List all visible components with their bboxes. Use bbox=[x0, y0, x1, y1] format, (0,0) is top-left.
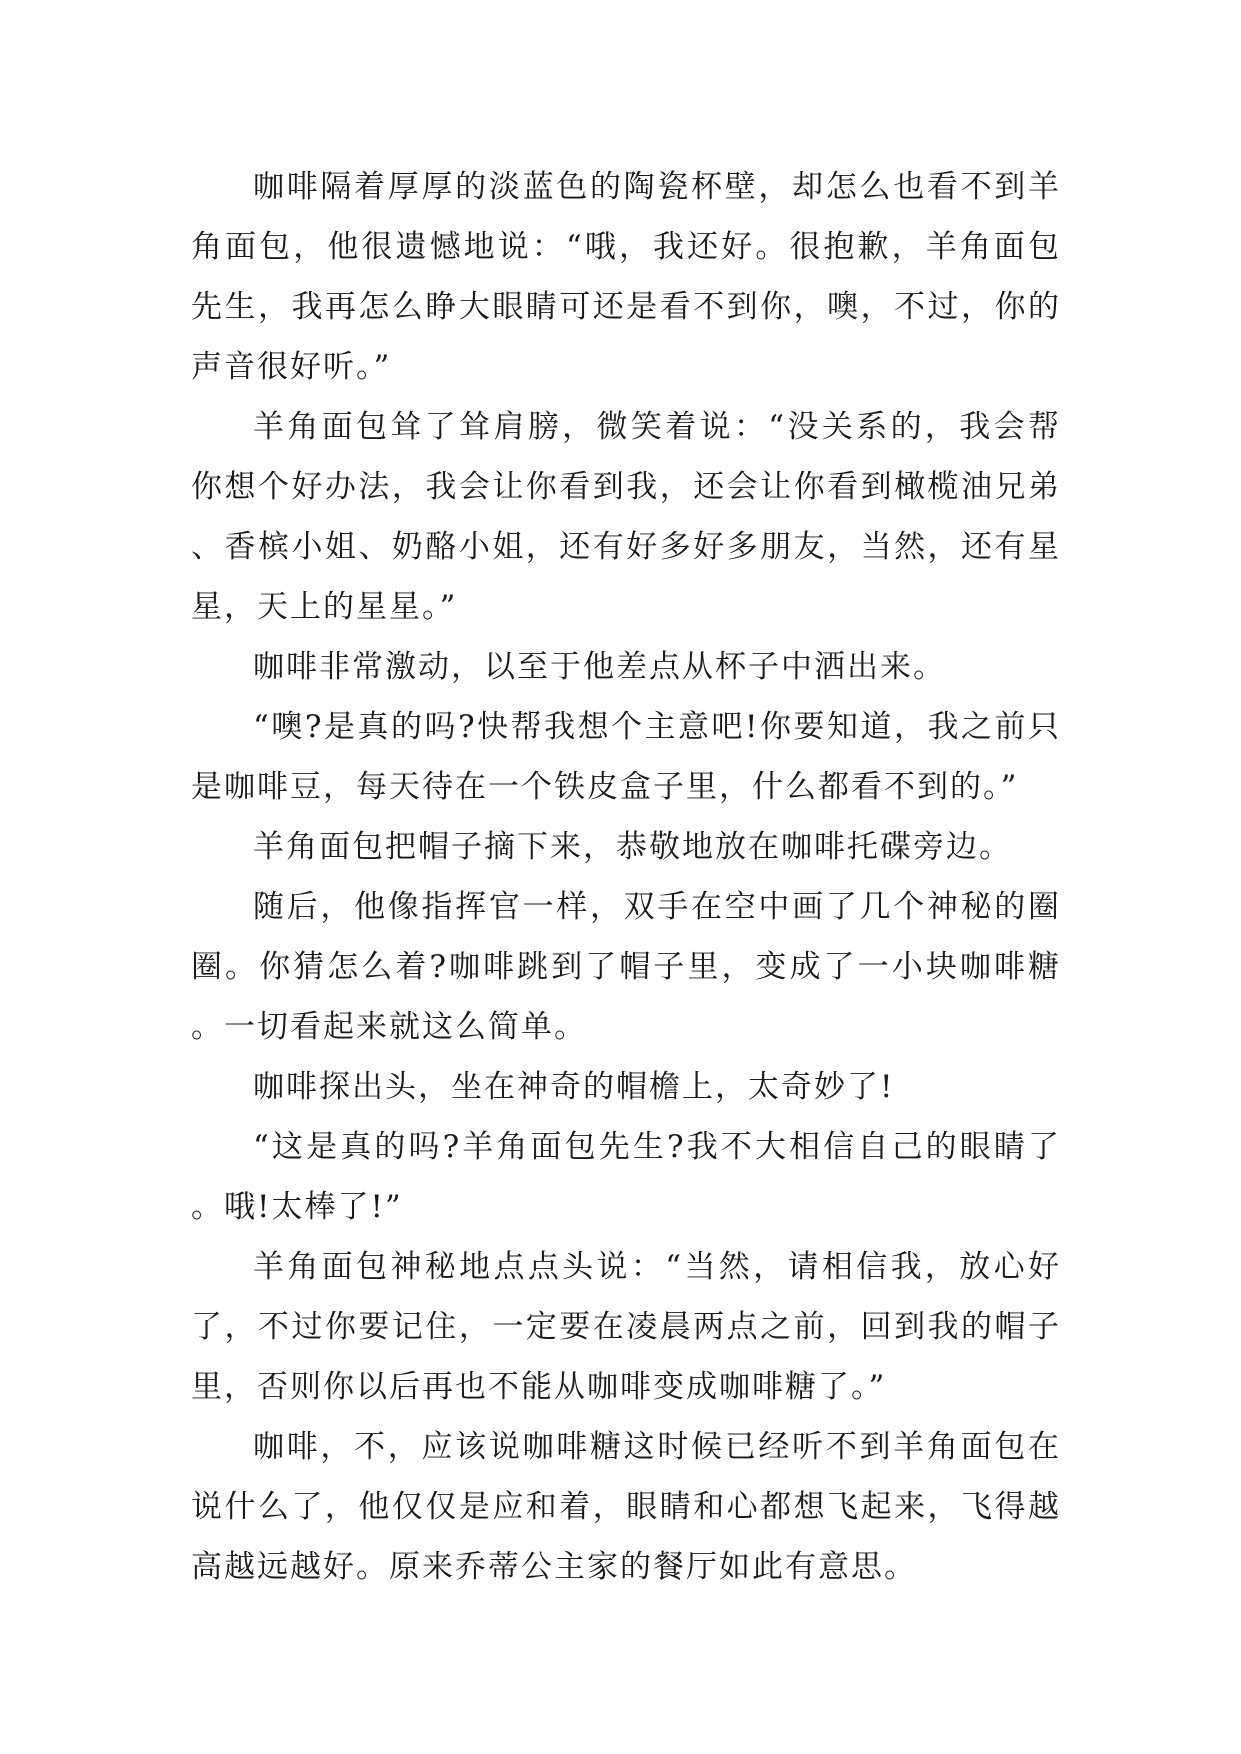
paragraph-7: 咖啡探出头，坐在神奇的帽檐上，太奇妙了! bbox=[253, 1069, 895, 1105]
paragraph-8: “这是真的吗?羊角面包先生?我不大相信自己的眼睛了。哦!太棒了!” bbox=[191, 1129, 1061, 1225]
paragraph-1: 咖啡隔着厚厚的淡蓝色的陶瓷杯壁，却怎么也看不到羊角面包，他很遗憾地说：“哦，我还好。很抱歉，羊角面包先生，我再怎么睁大眼睛可还是看不到你，噢，不过，你的声音很好听。” bbox=[191, 169, 1061, 385]
paragraph-10: 咖啡，不，应该说咖啡糖这时候已经听不到羊角面包在说什么了，他仅仅是应和着，眼睛和心都想飞起来，飞得越高越远越好。原来乔蒂公主家的餐厅如此有意思。 bbox=[191, 1429, 1061, 1585]
paragraph-2: 羊角面包耸了耸肩膀，微笑着说：“没关系的，我会帮你想个好办法，我会让你看到我，还会让你看到橄榄油兄弟、香槟小姐、奶酪小姐，还有好多好多朋友，当然，还有星星，天上的星星。” bbox=[191, 409, 1061, 625]
paragraph-5: 羊角面包把帽子摘下来，恭敬地放在咖啡托碟旁边。 bbox=[253, 829, 1012, 865]
paragraph-6: 随后，他像指挥官一样，双手在空中画了几个神秘的圈圈。你猜怎么着?咖啡跳到了帽子里，变成了一小块咖啡糖。一切看起来就这么简单。 bbox=[191, 889, 1061, 1045]
paragraph-3: 咖啡非常激动，以至于他差点从杯子中洒出来。 bbox=[253, 649, 946, 685]
paragraph-9: 羊角面包神秘地点点头说：“当然，请相信我，放心好了，不过你要记住，一定要在凌晨两点之前，回到我的帽子里，否则你以后再也不能从咖啡变成咖啡糖了。” bbox=[191, 1249, 1061, 1405]
story-text bbox=[191, 157, 1061, 1597]
paragraph-4: “噢?是真的吗?快帮我想个主意吧!你要知道，我之前只是咖啡豆，每天待在一个铁皮盒子里，什么都看不到的。” bbox=[191, 709, 1061, 805]
